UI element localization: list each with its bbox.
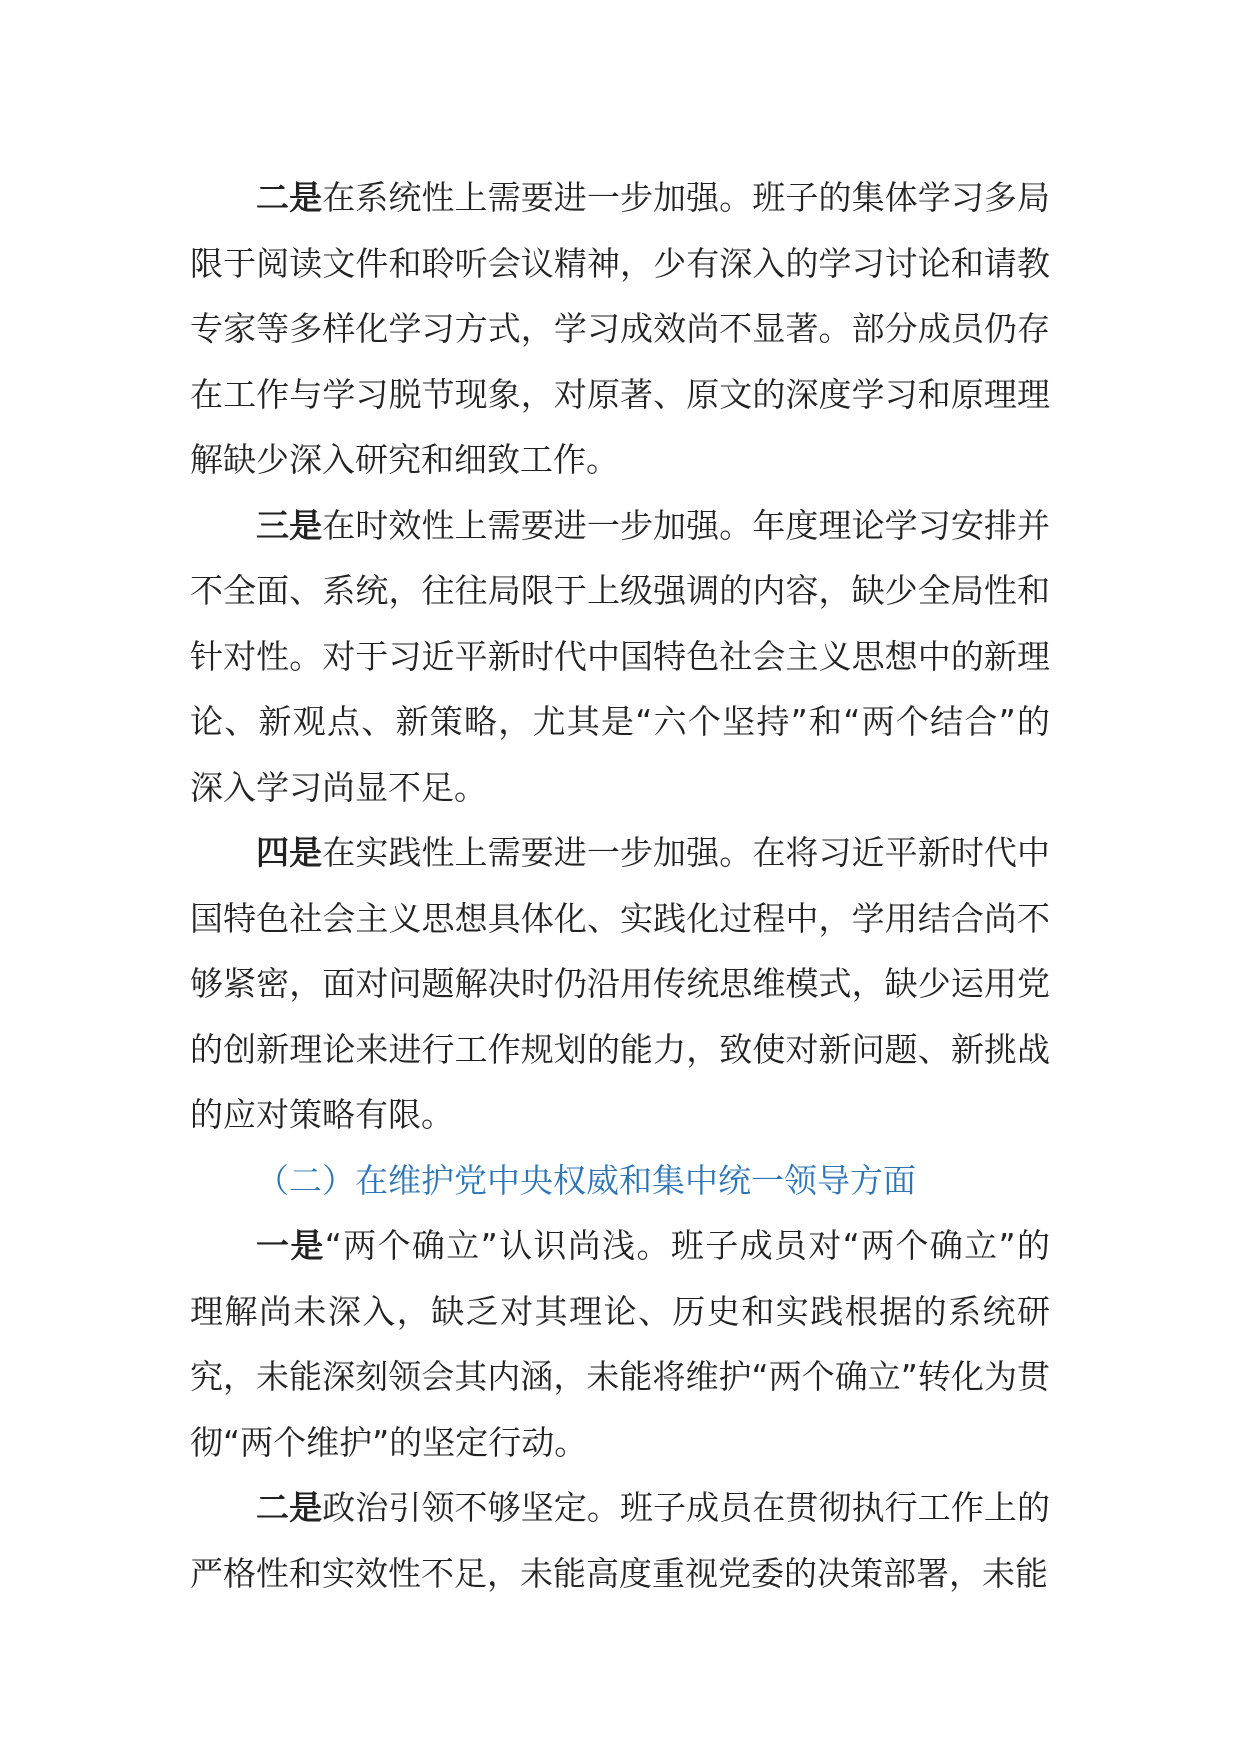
paragraph-lead: 三是 [256,505,323,545]
paragraph-1-two-establishments [190,1213,1050,1475]
paragraph-lead: 二是 [256,178,323,217]
paragraph-text: “两个确立”认识尚浅。班子成员对“两个确立”的理解尚未深入，缺乏对其理论、历史和实践根据的系统研究，未能深刻领会其内涵，未能将维护“两个确立”转化为贯彻“两个维护”的坚定行动。 [190,1226,1050,1462]
paragraph-lead: 四是 [256,833,323,872]
paragraph-text: 在实践性上需要进一步加强。在将习近平新时代中国特色社会主义思想具体化、实践化过程中，学用结合尚不够紧密，面对问题解决时仍沿用传统思维模式，缺少运用党的创新理论来进行工作规划的能力，致使对新问题、新挑战的应对策略有限。 [190,833,1051,1134]
paragraph-2-political-leadership [190,1475,1050,1606]
paragraph-text: 在系统性上需要进一步加强。班子的集体学习多局限于阅读文件和聆听会议精神，少有深入的学习讨论和请教专家等多样化学习方式，学习成效尚不显著。部分成员仍存在工作与学习脱节现象，对原著、原文的深度学习和原理理解缺少深入研究和细致工作。 [190,178,1051,479]
document-body [190,165,1050,1606]
paragraph-lead: 一是 [256,1226,325,1265]
paragraph-4-practice [190,820,1050,1148]
paragraph-3-timeliness [190,493,1050,821]
paragraph-2-systematic [190,165,1050,493]
section-heading: （二）在维护党中央权威和集中统一领导方面 [256,1160,916,1200]
paragraph-text: 在时效性上需要进一步加强。年度理论学习安排并不全面、系统，往往局限于上级强调的内容，缺少全局性和针对性。对于习近平新时代中国特色社会主义思想中的新理论、新观点、新策略，尤其是“六个坚持”和“两个结合”的深入学习尚显不足。 [190,505,1051,807]
paragraph-text: 政治引领不够坚定。班子成员在贯彻执行工作上的严格性和实效性不足，未能高度重视党委的决策部署，未能 [190,1488,1051,1593]
paragraph-lead: 二是 [256,1488,323,1527]
